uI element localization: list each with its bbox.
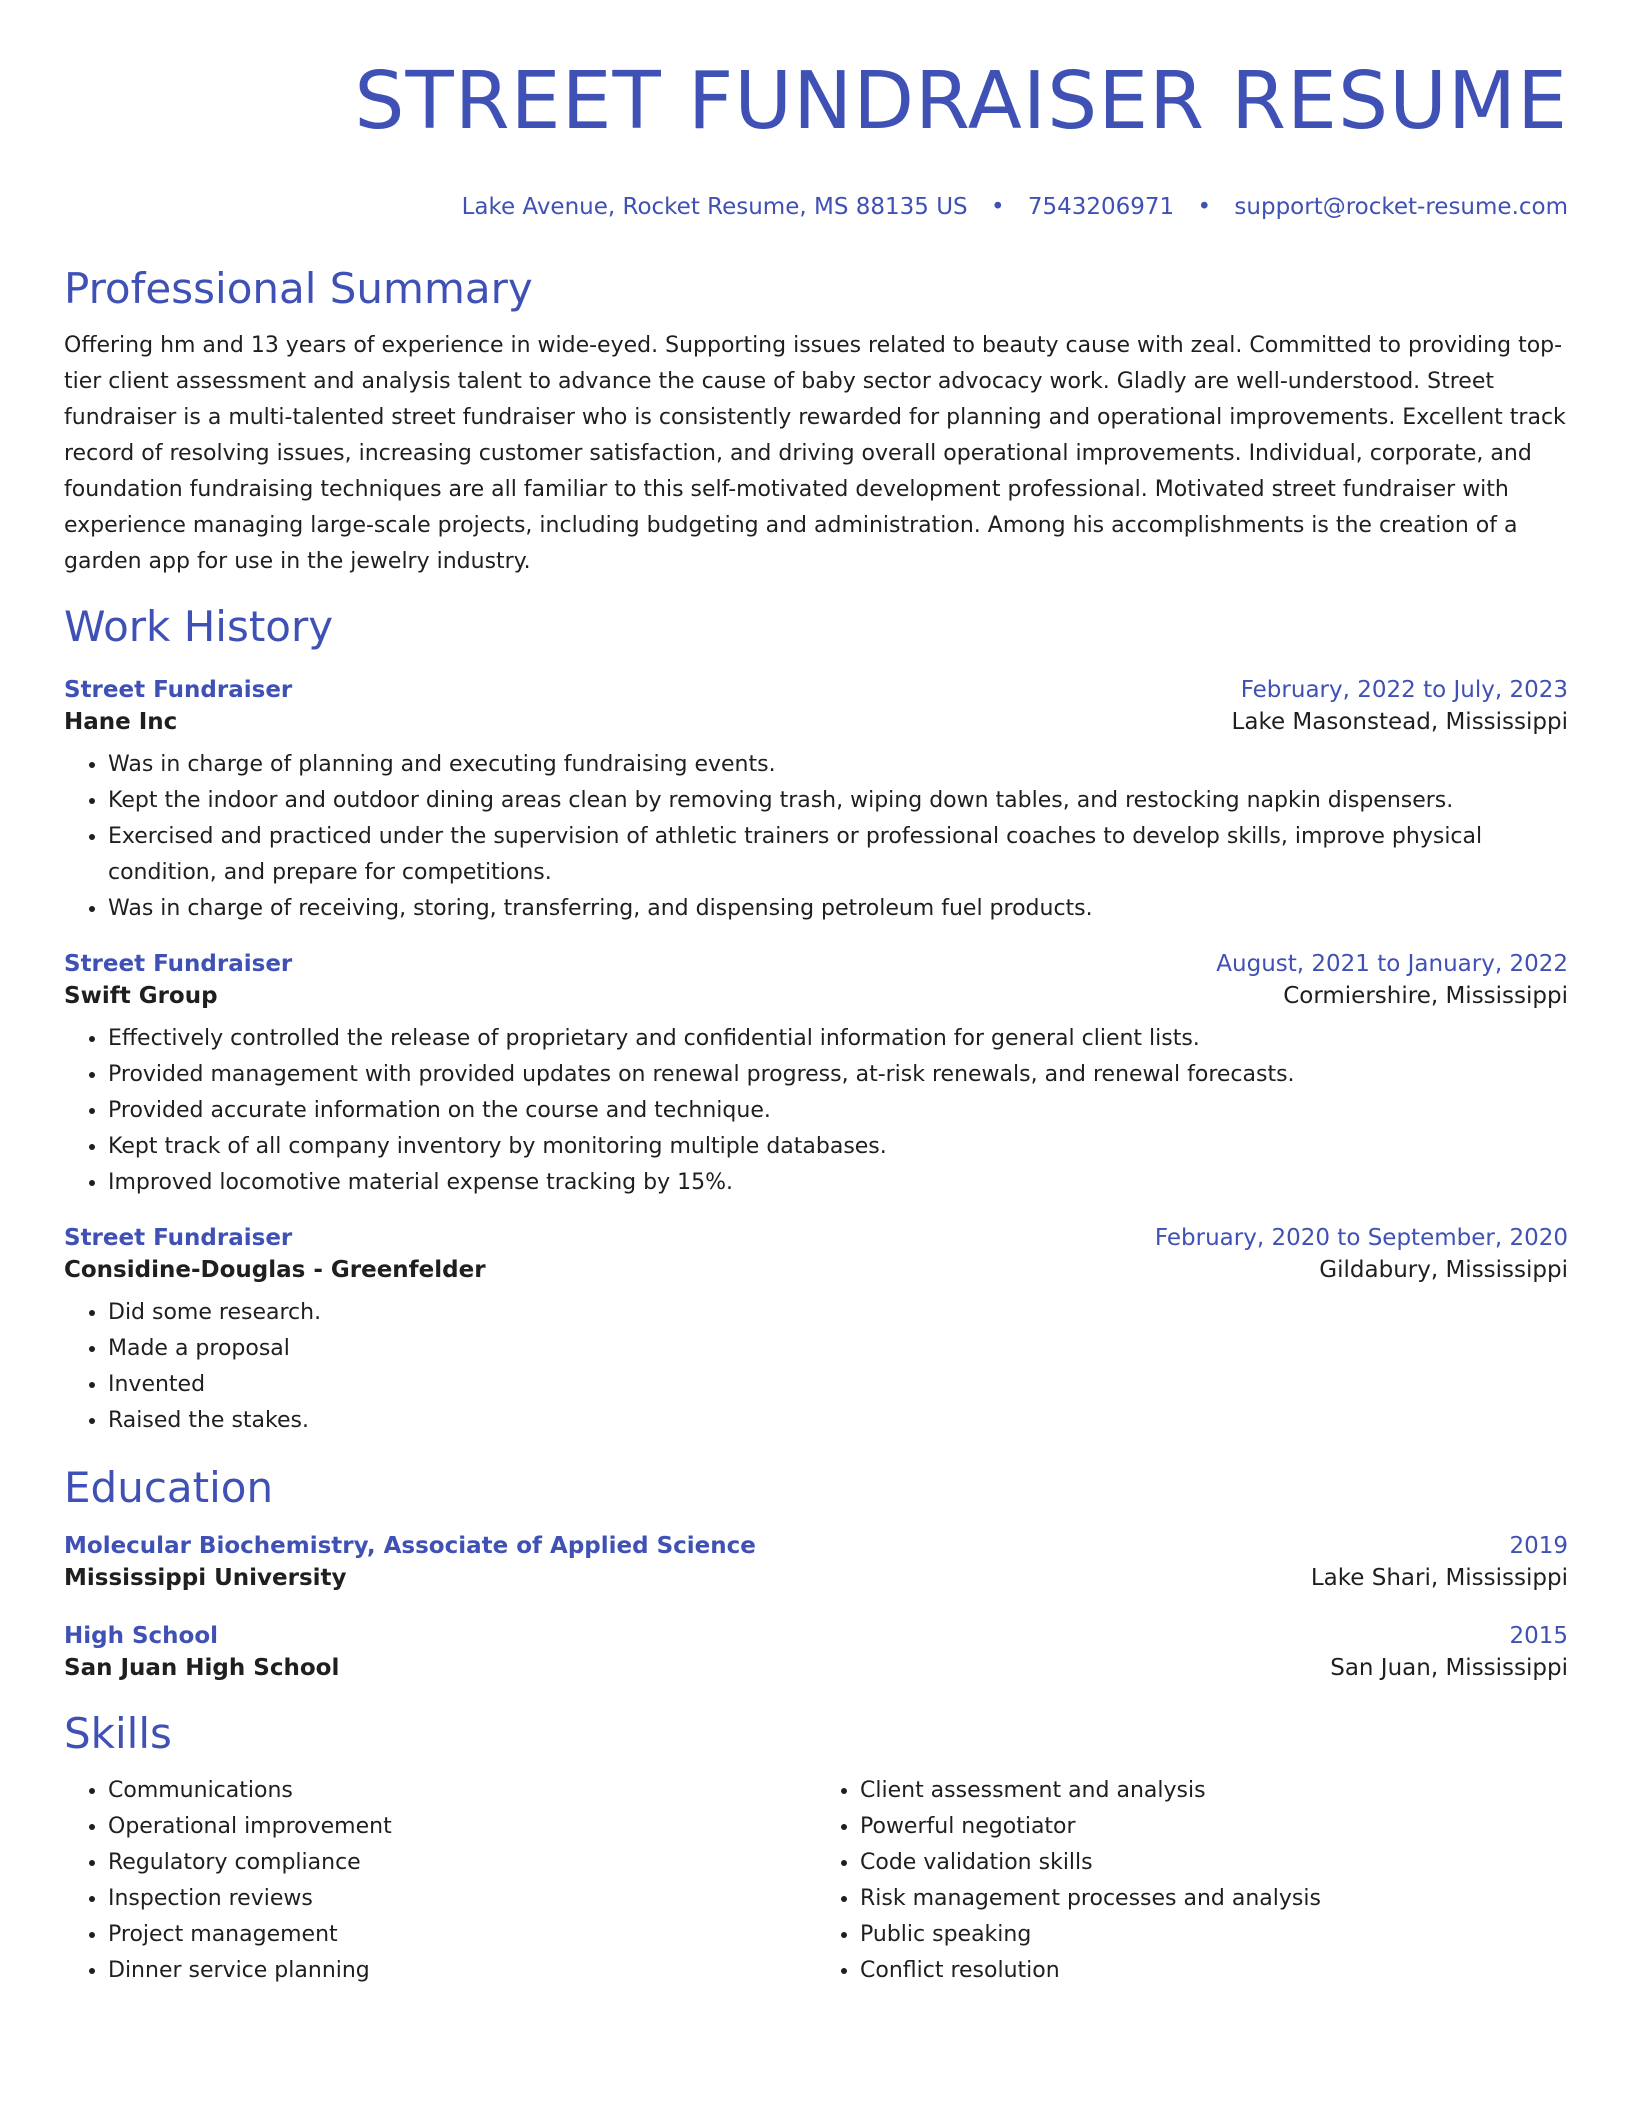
education-year: 2015 xyxy=(1509,1623,1568,1650)
skills-list-left xyxy=(64,1773,816,1989)
list-item: • Did some research. xyxy=(108,1295,1568,1331)
job-entry xyxy=(64,677,1568,927)
job-location: Cormiershire, Mississippi xyxy=(1283,982,1568,1009)
list-item: • Provided management with provided updates on renewal progress, at-risk renewals, and renewal forecasts. xyxy=(108,1057,1568,1093)
list-item: • Was in charge of receiving, storing, transferring, and dispensing petroleum fuel products. xyxy=(108,891,1568,927)
education-school: Mississippi University xyxy=(64,1565,347,1592)
education-entry xyxy=(64,1623,1568,1681)
list-item: • Inspection reviews xyxy=(108,1881,816,1917)
contact-email: support@rocket-resume.com xyxy=(1234,193,1568,220)
list-item: • Invented xyxy=(108,1367,1568,1403)
list-item: • Kept track of all company inventory by monitoring multiple databases. xyxy=(108,1129,1568,1165)
list-item: • Project management xyxy=(108,1917,816,1953)
job-location: Gildabury, Mississippi xyxy=(1319,1256,1568,1283)
education-location: Lake Shari, Mississippi xyxy=(1310,1565,1568,1592)
job-bullets xyxy=(64,747,1568,927)
section-heading-work: Work History xyxy=(64,602,334,652)
education-section xyxy=(64,1463,1568,1681)
skills-columns xyxy=(64,1773,1568,1989)
education-degree: High School xyxy=(64,1623,219,1650)
separator-dot: • xyxy=(990,193,1005,220)
list-item: • Client assessment and analysis xyxy=(860,1773,1568,1809)
work-history-section xyxy=(64,602,1568,1438)
resume-title: STREET FUNDRAISER RESUME xyxy=(354,55,1568,147)
skills-section xyxy=(64,1709,1568,1989)
list-item: • Risk management processes and analysis xyxy=(860,1881,1568,1917)
professional-summary-section xyxy=(64,264,1568,580)
list-item: • Kept the indoor and outdoor dining areas clean by removing trash, wiping down tables, and restocking napkin dispensers. xyxy=(108,783,1568,819)
list-item: • Exercised and practiced under the supervision of athletic trainers or professional coaches to develop skills, improve physical condition, and prepare for competitions. xyxy=(108,819,1568,891)
list-item: • Made a proposal xyxy=(108,1331,1568,1367)
separator-dot: • xyxy=(1197,193,1212,220)
section-heading-summary: Professional Summary xyxy=(64,263,533,313)
job-bullets xyxy=(64,1295,1568,1439)
list-item: • Improved locomotive material expense tracking by 15%. xyxy=(108,1165,1568,1201)
list-item: • Was in charge of planning and executing fundraising events. xyxy=(108,747,1568,783)
section-heading-education: Education xyxy=(64,1462,274,1512)
list-item: • Dinner service planning xyxy=(108,1953,816,1989)
list-item: • Provided accurate information on the course and technique. xyxy=(108,1093,1568,1129)
resume-page xyxy=(64,0,1568,1989)
job-role: Street Fundraiser xyxy=(64,1224,293,1251)
contact-line xyxy=(64,194,1568,220)
contact-phone: 7543206971 xyxy=(1027,193,1175,220)
list-item: • Communications xyxy=(108,1773,816,1809)
skills-list-right xyxy=(816,1773,1568,1989)
list-item: • Powerful negotiator xyxy=(860,1809,1568,1845)
contact-address: Lake Avenue, Rocket Resume, MS 88135 US xyxy=(461,193,968,220)
list-item: • Public speaking xyxy=(860,1917,1568,1953)
list-item: • Raised the stakes. xyxy=(108,1403,1568,1439)
education-school: San Juan High School xyxy=(64,1655,340,1682)
summary-text: Offering hm and 13 years of experience in wide-eyed. Supporting issues related to beauty cause with zeal. Committed to providing top-tier client assessment and analysis talent to advance the cause of baby sector advocacy work. Gladly are well-understood. Street fundraiser is a multi-talented street fundraiser who is consistently rewarded for planning and operational improvements. Excellent track record of resolving issues, increasing customer satisfaction, and driving overall operational improvements. Individual, corporate, and foundation fundraising techniques are all familiar to this self-motivated development professional. Motivated street fundraiser with experience managing large-scale projects, including budgeting and administration. Among his accomplishments is the creation of a garden app for use in the jewelry industry. xyxy=(64,333,1566,575)
list-item: • Effectively controlled the release of proprietary and confidential information for general client lists. xyxy=(108,1021,1568,1057)
list-item: • Operational improvement xyxy=(108,1809,816,1845)
job-role: Street Fundraiser xyxy=(64,676,293,703)
job-entry xyxy=(64,951,1568,1201)
list-item: • Code validation skills xyxy=(860,1845,1568,1881)
job-entry xyxy=(64,1225,1568,1439)
job-location: Lake Masonstead, Mississippi xyxy=(1231,708,1568,735)
job-company: Hane Inc xyxy=(64,708,178,735)
job-bullets xyxy=(64,1021,1568,1201)
education-degree: Molecular Biochemistry, Associate of Applied Science xyxy=(64,1533,756,1560)
education-entry xyxy=(64,1533,1568,1591)
job-company: Considine-Douglas - Greenfelder xyxy=(64,1256,486,1283)
education-year: 2019 xyxy=(1509,1533,1568,1560)
education-location: San Juan, Mississippi xyxy=(1330,1655,1568,1682)
job-dates: August, 2021 to January, 2022 xyxy=(1216,950,1568,977)
list-item: • Regulatory compliance xyxy=(108,1845,816,1881)
section-heading-skills: Skills xyxy=(64,1709,172,1759)
job-company: Swift Group xyxy=(64,982,218,1009)
job-dates: February, 2022 to July, 2023 xyxy=(1240,676,1568,703)
list-item: • Conflict resolution xyxy=(860,1953,1568,1989)
job-role: Street Fundraiser xyxy=(64,950,293,977)
job-dates: February, 2020 to September, 2020 xyxy=(1154,1224,1568,1251)
